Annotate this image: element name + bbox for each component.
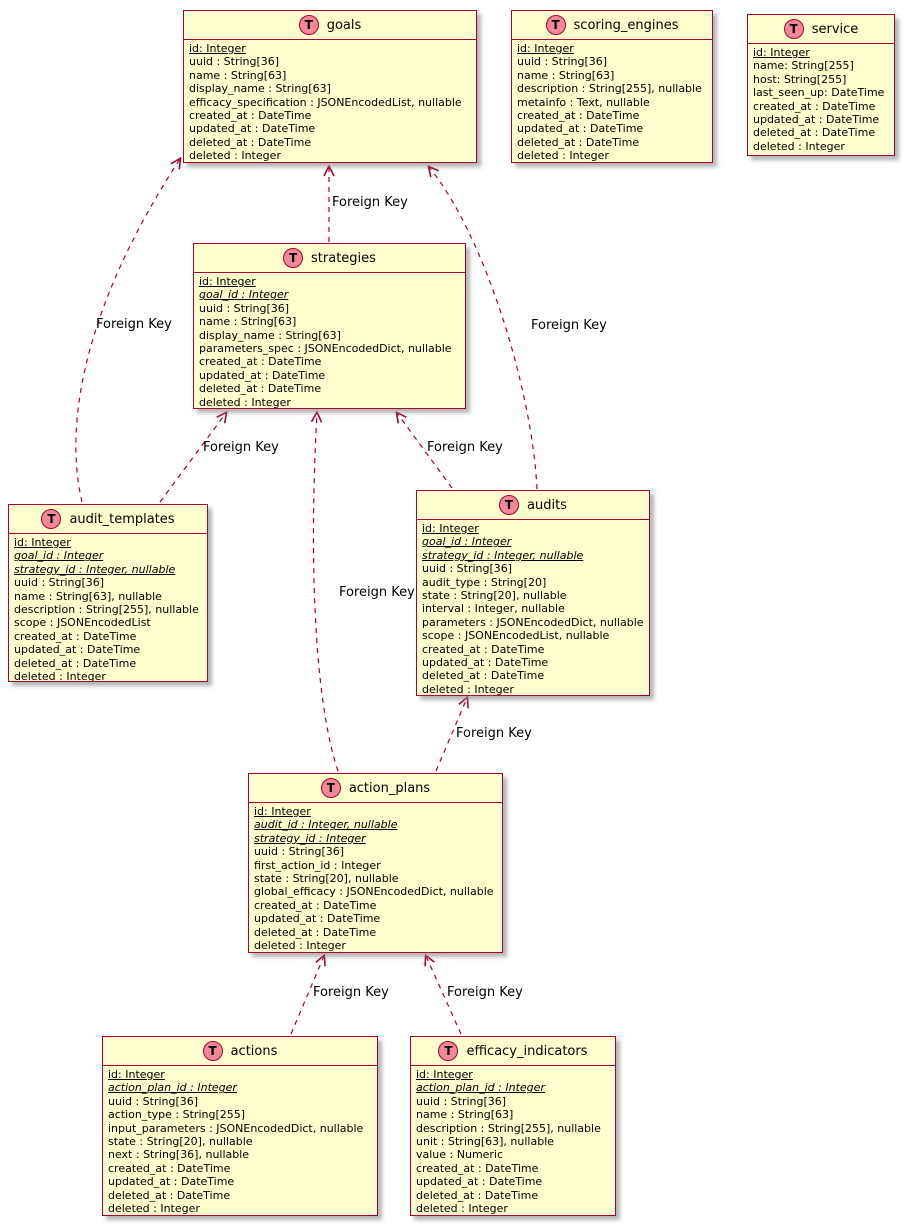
field-row: deleted : Integer [517, 149, 609, 163]
table-fields [411, 1066, 615, 1215]
table-name: efficacy_indicators [466, 1043, 588, 1059]
foreign-key-label: Foreign Key [339, 585, 415, 600]
table-header [103, 1037, 377, 1066]
field-row: name : String[63] [189, 68, 287, 82]
field-row: state : String[20], nullable [254, 872, 399, 886]
table-header [748, 15, 894, 44]
table-type-icon: T [546, 15, 566, 35]
field-row: efficacy_specification : JSONEncodedList, nullable [189, 95, 462, 109]
field-row: updated_at : DateTime [189, 122, 316, 136]
table-service [747, 14, 895, 156]
field-row: id: Integer [753, 46, 810, 59]
field-row: id: Integer [416, 1068, 473, 1081]
field-row: uuid : String[36] [416, 1094, 507, 1108]
field-row: created_at : DateTime [422, 642, 545, 656]
foreign-key-label: Foreign Key [427, 440, 503, 455]
field-row: display_name : String[63] [189, 82, 331, 96]
field-row: deleted_at : DateTime [108, 1188, 231, 1202]
field-row: deleted_at : DateTime [199, 382, 322, 396]
field-row: unit : String[63], nullable [416, 1135, 555, 1149]
table-header [512, 11, 712, 40]
field-row: created_at : DateTime [199, 355, 322, 369]
table-fields [194, 273, 465, 409]
field-row: state : String[20], nullable [422, 589, 567, 603]
field-row: uuid : String[36] [254, 845, 345, 859]
table-name: audit_templates [69, 511, 175, 527]
field-row: updated_at : DateTime [199, 368, 326, 382]
field-row: value : Numeric [416, 1148, 504, 1162]
table-type-icon: T [203, 1041, 223, 1061]
field-row: uuid : String[36] [14, 576, 105, 590]
field-row: first_action_id : Integer [254, 858, 381, 872]
table-goals [183, 10, 477, 163]
field-row: description : String[255], nullable [517, 82, 702, 96]
table-header [194, 244, 465, 273]
field-row: deleted : Integer [254, 939, 346, 953]
field-row: action_plan_id : Integer [108, 1081, 237, 1095]
field-row: uuid : String[36] [189, 55, 280, 69]
table-name: audits [527, 497, 567, 513]
table-fields [184, 40, 476, 163]
table-name: goals [326, 17, 362, 33]
field-row: id: Integer [422, 522, 479, 535]
field-row: id: Integer [517, 42, 574, 55]
foreign-key-label: Foreign Key [313, 985, 389, 1000]
field-row: parameters_spec : JSONEncodedDict, nullable [199, 342, 452, 356]
table-audits [416, 490, 650, 696]
table-action_plans [248, 773, 503, 953]
field-row: input_parameters : JSONEncodedDict, nullable [108, 1121, 364, 1135]
field-row: host: String[255] [753, 72, 847, 86]
table-fields [249, 803, 502, 952]
foreign-key-label: Foreign Key [96, 317, 172, 332]
field-row: deleted : Integer [108, 1202, 200, 1216]
table-strategies [193, 243, 466, 409]
table-type-icon: T [283, 248, 303, 268]
table-type-icon: T [299, 15, 319, 35]
table-name: actions [230, 1043, 278, 1059]
field-row: updated_at : DateTime [753, 113, 880, 127]
field-row: strategy_id : Integer [254, 831, 366, 845]
field-row: parameters : JSONEncodedDict, nullable [422, 615, 644, 629]
field-row: updated_at : DateTime [422, 656, 549, 670]
edge-action_plans-to-strategies [313, 413, 338, 771]
field-row: deleted_at : DateTime [14, 656, 137, 670]
field-row: deleted_at : DateTime [189, 135, 312, 149]
field-row: interval : Integer, nullable [422, 602, 565, 616]
field-row: last_seen_up: DateTime [753, 86, 885, 100]
field-row: action_plan_id : Integer [416, 1081, 545, 1095]
table-name: scoring_engines [573, 17, 679, 33]
field-row: id: Integer [108, 1068, 165, 1081]
foreign-key-label: Foreign Key [332, 195, 408, 210]
table-type-icon: T [784, 19, 804, 39]
table-header [184, 11, 476, 40]
edge-audit_templates-to-strategies [160, 413, 226, 502]
field-row: uuid : String[36] [422, 562, 513, 576]
table-type-icon: T [499, 495, 519, 515]
field-row: scope : JSONEncodedList [14, 616, 151, 630]
field-row: created_at : DateTime [254, 898, 377, 912]
field-row: name : String[63] [416, 1108, 514, 1122]
field-row: uuid : String[36] [517, 55, 608, 69]
field-row: name : String[63], nullable [14, 589, 162, 603]
field-row: id: Integer [254, 805, 311, 818]
field-row: created_at : DateTime [14, 629, 137, 643]
field-row: updated_at : DateTime [517, 122, 644, 136]
field-row: global_efficacy : JSONEncodedDict, nullable [254, 885, 494, 899]
field-row: name : String[63] [517, 68, 615, 82]
field-row: deleted : Integer [14, 670, 106, 684]
field-row: deleted : Integer [753, 139, 845, 153]
field-row: deleted_at : DateTime [422, 669, 545, 683]
table-type-icon: T [41, 509, 61, 529]
field-row: deleted_at : DateTime [753, 126, 876, 140]
field-row: action_type : String[255] [108, 1108, 246, 1122]
field-row: uuid : String[36] [108, 1094, 199, 1108]
table-name: action_plans [348, 780, 431, 796]
field-row: metainfo : Text, nullable [517, 95, 650, 109]
field-row: deleted : Integer [199, 395, 291, 409]
table-header [249, 774, 502, 803]
table-actions [102, 1036, 378, 1216]
table-type-icon: T [321, 778, 341, 798]
field-row: goal_id : Integer [14, 549, 104, 563]
field-row: created_at : DateTime [416, 1161, 539, 1175]
field-row: deleted : Integer [189, 149, 281, 163]
field-row: strategy_id : Integer, nullable [14, 562, 176, 576]
field-row: uuid : String[36] [199, 301, 290, 315]
field-row: updated_at : DateTime [416, 1175, 543, 1189]
foreign-key-label: Foreign Key [447, 985, 523, 1000]
field-row: description : String[255], nullable [14, 603, 199, 617]
foreign-key-label: Foreign Key [531, 318, 607, 333]
table-fields [748, 44, 894, 153]
field-row: updated_at : DateTime [254, 912, 381, 926]
field-row: description : String[255], nullable [416, 1121, 601, 1135]
field-row: deleted_at : DateTime [416, 1188, 539, 1202]
field-row: created_at : DateTime [189, 109, 312, 123]
field-row: deleted : Integer [422, 682, 514, 696]
table-header [411, 1037, 615, 1066]
field-row: deleted : Integer [416, 1202, 508, 1216]
table-fields [417, 520, 649, 696]
field-row: audit_id : Integer, nullable [254, 818, 398, 832]
table-fields [103, 1066, 377, 1215]
field-row: created_at : DateTime [753, 99, 876, 113]
field-row: name: String[255] [753, 59, 854, 73]
table-header [9, 505, 207, 534]
field-row: name : String[63] [199, 315, 297, 329]
field-row: updated_at : DateTime [108, 1175, 235, 1189]
field-row: created_at : DateTime [517, 109, 640, 123]
field-row: state : String[20], nullable [108, 1135, 253, 1149]
field-row: id: Integer [189, 42, 246, 55]
table-audit_templates [8, 504, 208, 682]
field-row: display_name : String[63] [199, 328, 341, 342]
field-row: updated_at : DateTime [14, 643, 141, 657]
field-row: id: Integer [199, 275, 256, 288]
field-row: goal_id : Integer [199, 288, 289, 302]
table-fields [9, 534, 207, 683]
field-row: scope : JSONEncodedList, nullable [422, 629, 610, 643]
field-row: next : String[36], nullable [108, 1148, 250, 1162]
table-fields [512, 40, 712, 163]
field-row: goal_id : Integer [422, 535, 512, 549]
field-row: audit_type : String[20] [422, 575, 547, 589]
field-row: deleted_at : DateTime [517, 135, 640, 149]
table-scoring_engines [511, 10, 713, 163]
table-efficacy_indicators [410, 1036, 616, 1216]
field-row: created_at : DateTime [108, 1161, 231, 1175]
field-row: id: Integer [14, 536, 71, 549]
table-type-icon: T [438, 1041, 458, 1061]
foreign-key-label: Foreign Key [203, 440, 279, 455]
field-row: strategy_id : Integer, nullable [422, 548, 584, 562]
foreign-key-label: Foreign Key [456, 726, 532, 741]
table-header [417, 491, 649, 520]
table-name: service [811, 21, 859, 37]
field-row: deleted_at : DateTime [254, 925, 377, 939]
table-name: strategies [311, 250, 376, 266]
